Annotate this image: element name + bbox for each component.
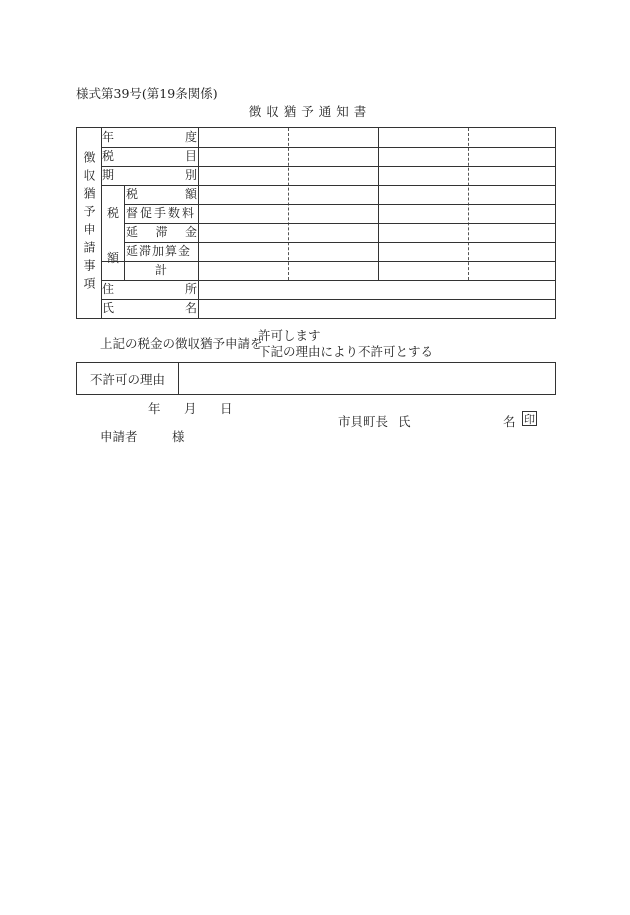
notice-lead-text: 上記の税金の徴収猶予申請を bbox=[100, 336, 263, 351]
row-label-additional-delinquency: 延滞加算金 bbox=[126, 244, 192, 258]
row-label-period: 期 別 bbox=[102, 168, 197, 182]
notice-option-deny: 下記の理由により不許可とする bbox=[258, 344, 434, 359]
form-number: 様式第39号(第19条関係) bbox=[76, 86, 218, 101]
mayor-name-na: 名 bbox=[503, 414, 516, 429]
row-label-demand-fee: 督促手数料 bbox=[126, 206, 197, 220]
row-label-total: 計 bbox=[154, 263, 167, 277]
mayor-title: 市貝町長 bbox=[338, 414, 389, 429]
applicant-honorific: 様 bbox=[172, 429, 185, 444]
denial-reason-box bbox=[76, 362, 556, 395]
date-year-label: 年 bbox=[148, 401, 161, 416]
mayor-name-shi: 氏 bbox=[398, 414, 411, 429]
notice-option-permit: 許可します bbox=[258, 328, 321, 343]
side-title-text: 徴収猶予申請事項 bbox=[82, 151, 96, 295]
row-label-delinquency: 延 滞 金 bbox=[126, 225, 197, 239]
denial-reason-label: 不許可の理由 bbox=[77, 363, 179, 394]
amount-group-bottom-label: 額 bbox=[107, 251, 120, 265]
date-month-label: 月 bbox=[184, 401, 197, 416]
seal-box: 印 bbox=[524, 412, 535, 426]
applicant-label: 申請者 bbox=[100, 429, 138, 444]
row-label-name: 氏 名 bbox=[102, 301, 197, 315]
application-items-table bbox=[76, 127, 556, 319]
row-label-address: 住 所 bbox=[102, 282, 197, 296]
document-title: 徴収猶予通知書 bbox=[248, 104, 372, 119]
row-label-tax-item: 税 目 bbox=[102, 149, 197, 163]
row-label-year: 年 度 bbox=[102, 130, 197, 144]
row-label-tax-amount: 税 額 bbox=[126, 187, 197, 201]
side-title bbox=[77, 128, 101, 318]
date-day-label: 日 bbox=[220, 401, 233, 416]
denial-reason-field bbox=[181, 363, 555, 394]
amount-group-top-label: 税 bbox=[107, 206, 120, 220]
